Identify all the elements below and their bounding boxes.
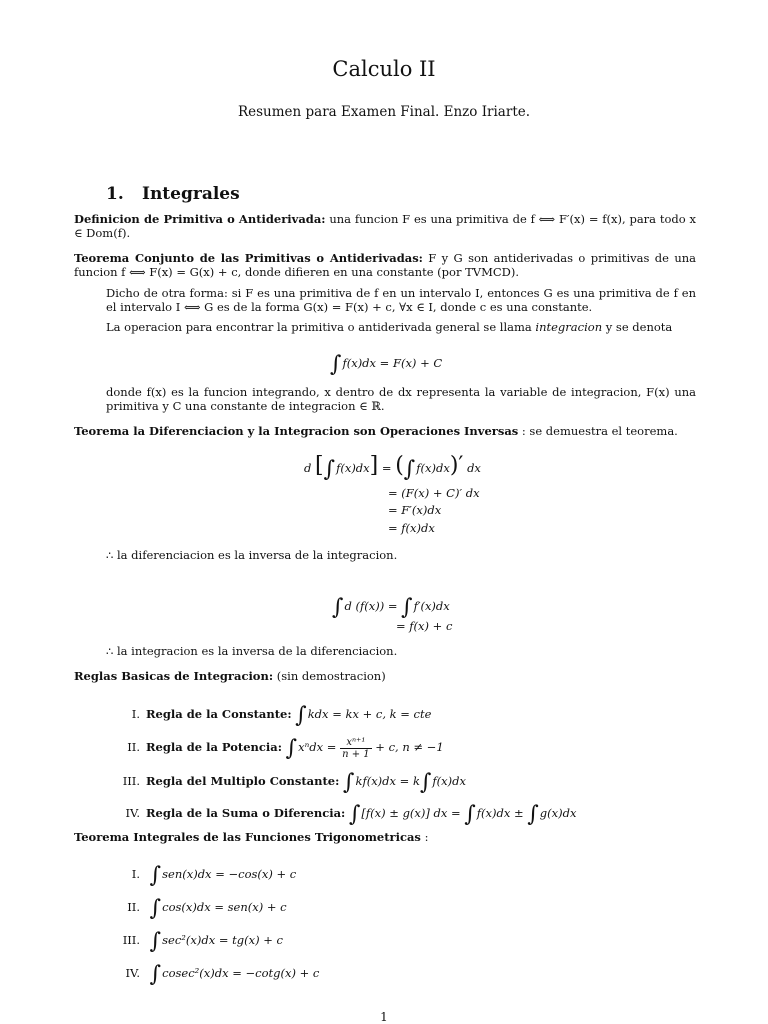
theorem-inverse-ops <box>74 424 696 438</box>
rule-name: Regla de la Constante: <box>146 707 292 721</box>
rule-item <box>100 698 700 726</box>
equation-diff-line-2: = (F(x) + C)′ dx <box>388 486 480 500</box>
rule-formula: f(x)dx <box>432 774 466 788</box>
equation-text: f(x)dx <box>336 461 370 475</box>
trig-item <box>100 957 700 985</box>
integral-sign: ∫ <box>343 770 355 795</box>
trig-item <box>100 858 700 886</box>
trig-formula: sec²(x)dx = tg(x) + c <box>162 933 283 947</box>
paragraph-integration-op <box>106 320 696 334</box>
integral-sign: ∫ <box>419 770 432 795</box>
integral-sign: ∫ <box>149 863 162 888</box>
rule-formula: [f(x) ± g(x)] dx = <box>361 806 461 820</box>
equation-int-line-2: = f(x) + c <box>396 619 453 633</box>
definition-text: una funcion F es una primitiva de f ⟺ F′(x) = f(x), para todo x ∈ Dom(f). <box>74 212 696 241</box>
trig-number: III. <box>122 933 140 947</box>
section-name: Integrales <box>142 184 240 204</box>
paragraph-other-form: Dicho de otra forma: si F es una primitiva de f en un intervalo I, entonces G es una primitiva de f en el intervalo I ⟺ G es de la forma G(x) = F(x) + c, ∀x ∈ I, donde c es una constante. <box>106 286 696 315</box>
integral-sign: ∫ <box>285 736 298 761</box>
integral-sign: ∫ <box>295 703 307 728</box>
rule-name: Regla del Multiplo Constante: <box>146 774 340 788</box>
document-title: Calculo II <box>332 57 436 81</box>
equation-diff-line-3: = F′(x)dx <box>388 503 442 517</box>
paragraph-text: La operacion para encontrar la primitiva o antiderivada general se llama <box>106 320 532 334</box>
equation-diff-line-1 <box>304 452 481 480</box>
trig-heading <box>74 830 696 844</box>
equation-diff-line-4: = f(x)dx <box>388 521 435 535</box>
trig-formula: cosec²(x)dx = −cotg(x) + c <box>162 966 320 980</box>
integral-sign: ∫ <box>149 896 162 921</box>
section-number: 1. <box>106 184 124 204</box>
equation-antiderivative <box>330 347 442 375</box>
trig-colon: : <box>424 830 429 844</box>
equation-text: dx <box>467 461 481 475</box>
equation-text: f(x)dx <box>416 461 450 475</box>
rule-item <box>100 765 700 793</box>
rule-item <box>100 797 700 825</box>
integral-sign: ∫ <box>348 802 361 827</box>
trig-formula: cos(x)dx = sen(x) + c <box>162 900 287 914</box>
rule-name: Regla de la Potencia: <box>146 740 282 754</box>
conclusion-1: ∴ la diferenciacion es la inversa de la integracion. <box>106 548 398 562</box>
rule-number: I. <box>131 707 140 721</box>
document-subtitle: Resumen para Examen Final. Enzo Iriarte. <box>237 104 531 120</box>
trig-formula: sen(x)dx = −cos(x) + c <box>162 867 297 881</box>
rule-item <box>100 731 700 760</box>
paren-open: ( <box>395 453 404 478</box>
rule-formula: kdx = kx + c, k = cte <box>307 707 432 721</box>
integral-sign: ∫ <box>149 962 162 987</box>
paragraph-where: donde f(x) es la funcion integrando, x dentro de dx representa la variable de integracion, F(x) una primitiva y C una constante de integracion ∈ ℝ. <box>106 385 696 414</box>
integral-sign: ∫ <box>401 595 413 620</box>
integral-sign: ∫ <box>149 929 162 954</box>
rules-label: Reglas Basicas de Integracion: <box>74 669 274 683</box>
rule-name: Regla de la Suma o Diferencia: <box>146 806 346 820</box>
equation-text: d <box>304 461 312 475</box>
rule-formula: g(x)dx <box>539 806 577 820</box>
section-heading <box>106 184 240 205</box>
integral-sign: ∫ <box>527 802 539 827</box>
rule-number: IV. <box>125 806 140 820</box>
fraction-denominator: n + 1 <box>342 748 370 760</box>
theorem-primitives-set <box>74 251 696 280</box>
equation-text: d (f(x)) = <box>344 599 398 613</box>
integral-sign: ∫ <box>464 802 476 827</box>
paren-close: )′ <box>449 453 464 478</box>
emphasis-integracion: integracion <box>535 320 603 334</box>
integral-sign: ∫ <box>323 457 336 482</box>
integral-sign: ∫ <box>403 457 416 482</box>
rule-formula: xⁿdx = <box>298 740 337 754</box>
rule-formula: kf(x)dx = k <box>355 774 420 788</box>
conclusion-2: ∴ la integracion es la inversa de la diferenciacion. <box>106 644 398 658</box>
bracket-close: ] <box>369 453 379 478</box>
fraction <box>340 737 372 760</box>
trig-number: I. <box>131 867 140 881</box>
rules-heading <box>74 669 696 683</box>
theorem-label: Teorema la Diferenciacion y la Integracion son Operaciones Inversas <box>74 424 519 438</box>
fraction-numerator: xⁿ⁺¹ <box>340 737 372 749</box>
trig-item <box>100 891 700 919</box>
bracket-open: [ <box>315 453 324 478</box>
integral-sign: ∫ <box>332 595 344 620</box>
trig-number: II. <box>127 900 140 914</box>
paragraph-text: y se denota <box>605 320 673 334</box>
equation-text: f′(x)dx <box>413 599 450 613</box>
rules-note: (sin demostracion) <box>276 669 386 683</box>
theorem-text: : se demuestra el teorema. <box>521 424 678 438</box>
rule-number: III. <box>122 774 140 788</box>
theorem-text: F y G son antiderivadas o primitivas de una funcion f ⟺ F(x) = G(x) + c, donde difieren en una constante (por TVMCD). <box>74 251 696 280</box>
trig-item <box>100 924 700 952</box>
equation-int-line-1 <box>332 590 450 618</box>
definition-primitive <box>74 212 696 241</box>
equation-text: f(x)dx = F(x) + C <box>342 356 443 370</box>
rule-formula: + c, n ≠ −1 <box>375 740 444 754</box>
trig-label: Teorema Integrales de las Funciones Trigonometricas <box>74 830 421 844</box>
definition-label: Definicion de Primitiva o Antiderivada: <box>74 212 326 226</box>
integral-sign: ∫ <box>330 352 342 377</box>
rule-number: II. <box>127 740 140 754</box>
rule-formula: f(x)dx ± <box>476 806 524 820</box>
equals-sign: = <box>381 461 396 475</box>
trig-number: IV. <box>125 966 140 980</box>
page-number: 1 <box>380 1010 388 1024</box>
theorem-label: Teorema Conjunto de las Primitivas o Antiderivadas: <box>74 251 423 265</box>
